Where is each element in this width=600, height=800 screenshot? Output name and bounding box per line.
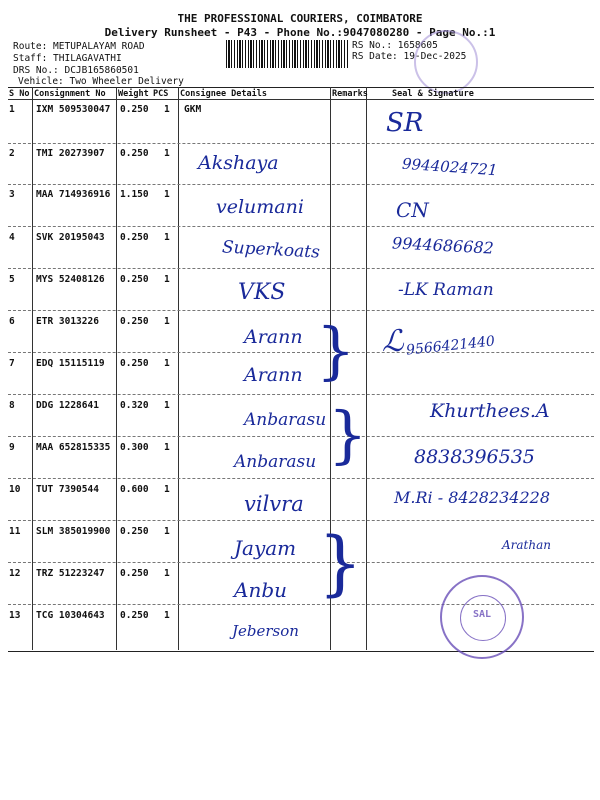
row-divider	[8, 520, 594, 521]
row-consignment: MYS 52408126	[36, 274, 105, 285]
row-consignee-handwritten: Jayam	[234, 536, 297, 560]
row-weight: 0.320	[120, 400, 149, 411]
row-weight: 0.250	[120, 104, 149, 115]
row-consignment: ETR 3013226	[36, 316, 99, 327]
row-consignee-handwritten: Anbarasu	[234, 452, 317, 472]
row-divider	[8, 143, 594, 144]
row-weight: 0.300	[120, 442, 149, 453]
row-signature: Arathan	[502, 538, 551, 552]
row-signature: CN	[396, 198, 429, 222]
row-consignee-handwritten: velumani	[216, 196, 304, 218]
row-divider	[8, 268, 594, 269]
col-divider	[366, 87, 367, 650]
row-consignment: SLM 385019900	[36, 526, 111, 537]
row-divider	[8, 226, 594, 227]
row-consignment: EDQ 15115119	[36, 358, 105, 369]
row-divider	[8, 184, 594, 185]
row-weight: 0.600	[120, 484, 149, 495]
row-signature: 9944024721	[401, 154, 498, 180]
row-signature: 9566421440	[405, 333, 496, 359]
col-header-seal: Seal & Signature	[392, 89, 474, 99]
row-consignee-handwritten: Akshaya	[198, 152, 279, 174]
row-signature: 8838396535	[414, 446, 535, 468]
row-consignee-handwritten: vilvra	[244, 492, 304, 516]
row-sno: 10	[9, 484, 21, 495]
row-pcs: 1	[164, 232, 170, 243]
row-pcs: 1	[164, 274, 170, 285]
row-consignment: TUT 7390544	[36, 484, 99, 495]
row-consignment: IXM 509530047	[36, 104, 111, 115]
faded-stamp-top	[414, 30, 478, 94]
col-divider	[116, 87, 117, 650]
row-divider	[8, 436, 594, 437]
row-signature: M.Ri - 8428234228	[394, 488, 551, 507]
row-sno: 2	[9, 148, 15, 159]
row-weight: 0.250	[120, 610, 149, 621]
header-divider	[8, 99, 594, 100]
company-seal-stamp	[440, 575, 524, 659]
col-header-pcs: PCS	[153, 89, 169, 99]
row-sno: 5	[9, 274, 15, 285]
row-consignee-handwritten: Anbu	[234, 578, 288, 602]
row-signature: SR	[386, 108, 424, 138]
col-header-sno: S No	[9, 89, 30, 99]
row-sno: 7	[9, 358, 15, 369]
row-consignee-handwritten: Arann	[244, 364, 303, 386]
row-signature: Khurthees.A	[430, 400, 550, 422]
row-pcs: 1	[164, 442, 170, 453]
row-pcs: 1	[164, 189, 170, 200]
row-consignment: MAA 652815335	[36, 442, 111, 453]
row-divider	[8, 394, 594, 395]
row-divider	[8, 478, 594, 479]
row-weight: 0.250	[120, 316, 149, 327]
row-sno: 12	[9, 568, 21, 579]
rs-number: RS No.: 1658605	[352, 40, 438, 51]
row-consignee-handwritten: Anbarasu	[244, 410, 327, 430]
handwritten-brace: }	[316, 314, 356, 387]
company-title: THE PROFESSIONAL COURIERS, COIMBATORE	[177, 12, 423, 25]
row-divider	[8, 562, 594, 563]
row-sno: 9	[9, 442, 15, 453]
row-signature: -LK Raman	[398, 280, 494, 300]
row-consignment: SVK 20195043	[36, 232, 105, 243]
row-consignee-handwritten: Superkoats	[221, 237, 321, 263]
col-header-remarks: Remarks	[332, 89, 368, 99]
seal-text: SAL	[472, 609, 492, 620]
row-consignment: TRZ 51223247	[36, 568, 105, 579]
row-weight: 0.250	[120, 232, 149, 243]
row-weight: 0.250	[120, 358, 149, 369]
row-divider	[8, 310, 594, 311]
barcode-image	[226, 40, 348, 68]
row-pcs: 1	[164, 610, 170, 621]
row-consignment: TCG 10304643	[36, 610, 105, 621]
row-signature: 9944686682	[391, 233, 495, 258]
col-divider	[178, 87, 179, 650]
handwritten-brace: }	[318, 522, 363, 604]
row-weight: 1.150	[120, 189, 149, 200]
route-label: Route: METUPALAYAM ROAD	[13, 41, 145, 52]
row-weight: 0.250	[120, 526, 149, 537]
row-consignee-handwritten: Arann	[244, 326, 303, 348]
row-sno: 13	[9, 610, 21, 621]
row-consignment: DDG 1228641	[36, 400, 99, 411]
runsheet-subtitle: Delivery Runsheet - P43 - Phone No.:9047080280 - Page No.:1	[104, 26, 496, 39]
row-pcs: 1	[164, 148, 170, 159]
handwritten-brace: }	[328, 398, 368, 471]
row-divider	[8, 352, 594, 353]
row-weight: 0.250	[120, 274, 149, 285]
row-sno: 1	[9, 104, 15, 115]
row-consignee-handwritten: VKS	[238, 280, 286, 305]
col-header-consignee: Consignee Details	[180, 89, 267, 99]
vehicle-label: Vehicle: Two Wheeler Delivery	[18, 76, 184, 87]
row-pcs: 1	[164, 316, 170, 327]
rs-date: RS Date: 19-Dec-2025	[352, 51, 467, 62]
drs-label: DRS No.: DCJB165860501	[13, 65, 139, 76]
row-consignment: MAA 714936916	[36, 189, 111, 200]
row-consignment: TMI 20273907	[36, 148, 105, 159]
row-sno: 3	[9, 189, 15, 200]
row-pcs: 1	[164, 358, 170, 369]
row-pcs: 1	[164, 104, 170, 115]
row-weight: 0.250	[120, 568, 149, 579]
row-weight: 0.250	[120, 148, 149, 159]
row-pcs: 1	[164, 400, 170, 411]
row-sno: 4	[9, 232, 15, 243]
row-pcs: 1	[164, 526, 170, 537]
handwritten-scribble: ℒ	[382, 324, 404, 359]
row-sno: 8	[9, 400, 15, 411]
row-consignee-printed: GKM	[184, 104, 202, 115]
col-header-consignment: Consignment No	[34, 89, 106, 99]
staff-label: Staff: THILAGAVATHI	[13, 53, 122, 64]
col-divider	[32, 87, 33, 650]
row-pcs: 1	[164, 484, 170, 495]
row-sno: 11	[9, 526, 21, 537]
row-consignee-handwritten: Jeberson	[232, 622, 299, 640]
col-header-weight: Weight	[118, 89, 149, 99]
row-pcs: 1	[164, 568, 170, 579]
row-sno: 6	[9, 316, 15, 327]
